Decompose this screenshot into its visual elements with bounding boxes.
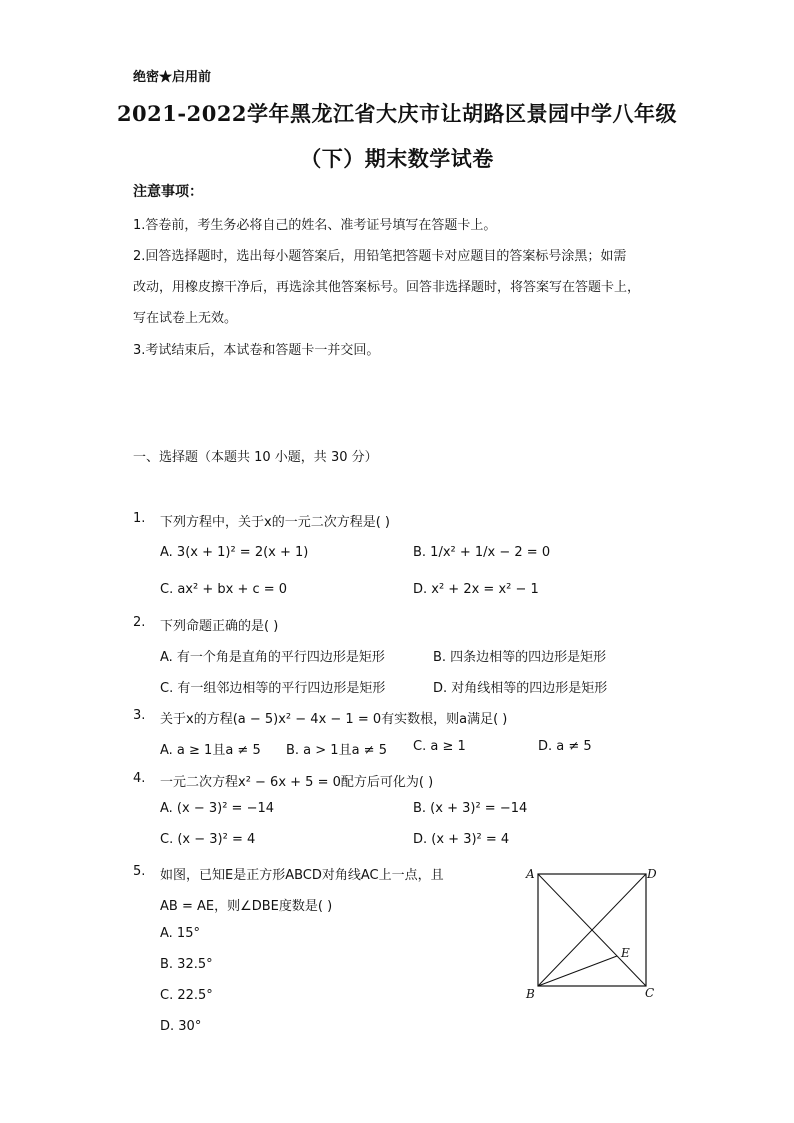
question-2-option-b: B. 四条边相等的四边形是矩形 — [433, 650, 607, 665]
question-number: 5. — [133, 864, 146, 879]
question-5-option-d: D. 30° — [160, 1019, 202, 1034]
notice-line-4: 写在试卷上无效。 — [133, 311, 238, 326]
notice-line-3: 改动，用橡皮擦干净后，再选涂其他答案标号。回答非选择题时，将答案写在答题卡上， — [133, 280, 641, 295]
question-2-option-d: D. 对角线相等的四边形是矩形 — [433, 681, 608, 696]
question-4-option-c: C. (x − 3)² = 4 — [160, 832, 256, 847]
question-5-text: 如图，已知E是正方形ABCD对角线AC上一点，且 — [160, 868, 444, 883]
question-3-option-a: A. a ≥ 1且a ≠ 5 — [160, 743, 261, 758]
question-1-option-a: A. 3(x + 1)² = 2(x + 1) — [160, 545, 309, 560]
question-2-option-a: A. 有一个角是直角的平行四边形是矩形 — [160, 650, 385, 665]
label-b: B — [526, 987, 535, 1001]
notice-line-5: 3.考试结束后，本试卷和答题卡一并交回。 — [133, 343, 380, 358]
question-4-option-a: A. (x − 3)² = −14 — [160, 801, 274, 816]
question-number: 2. — [133, 615, 146, 630]
question-number: 1. — [133, 511, 146, 526]
question-1-text: 下列方程中，关于x的一元二次方程是( ) — [160, 515, 390, 530]
question-4-option-d: D. (x + 3)² = 4 — [413, 832, 510, 847]
section-title: 一、选择题（本题共 10 小题，共 30 分） — [133, 450, 378, 465]
secret-label: 绝密★启用前 — [133, 70, 212, 85]
notice-heading: 注意事项： — [133, 184, 203, 200]
exam-title-line2: （下）期末数学试卷 — [300, 146, 494, 171]
question-4-option-b: B. (x + 3)² = −14 — [413, 801, 528, 816]
question-5-option-b: B. 32.5° — [160, 957, 213, 972]
question-3-option-d: D. a ≠ 5 — [538, 739, 592, 754]
question-5-text-cont: AB = AE，则∠DBE度数是( ) — [160, 899, 333, 914]
question-2-text: 下列命题正确的是( ) — [160, 619, 279, 634]
label-d: D — [647, 867, 657, 881]
label-c: C — [645, 986, 655, 1000]
question-5-option-a: A. 15° — [160, 926, 200, 941]
question-4-text: 一元二次方程x² − 6x + 5 = 0配方后可化为( ) — [160, 775, 434, 790]
notice-line-1: 1.答卷前，考生务必将自己的姓名、准考证号填写在答题卡上。 — [133, 218, 497, 233]
question-1-option-c: C. ax² + bx + c = 0 — [160, 582, 288, 597]
exam-title-line1: 2021-2022学年黑龙江省大庆市让胡路区景园中学八年级 — [116, 101, 678, 126]
question-3-option-c: C. a ≥ 1 — [413, 739, 466, 754]
question-3-option-b: B. a > 1且a ≠ 5 — [286, 743, 387, 758]
question-1-option-b: B. 1/x² + 1/x − 2 = 0 — [413, 545, 551, 560]
question-2-option-c: C. 有一组邻边相等的平行四边形是矩形 — [160, 681, 386, 696]
label-a: A — [526, 867, 535, 881]
question-number: 3. — [133, 708, 146, 723]
question-1-option-d: D. x² + 2x = x² − 1 — [413, 582, 539, 597]
label-e: E — [621, 946, 630, 960]
notice-line-2: 2.回答选择题时，选出每小题答案后，用铅笔把答题卡对应题目的答案标号涂黑；如需 — [133, 249, 627, 264]
question-5-option-c: C. 22.5° — [160, 988, 213, 1003]
square-figure — [520, 862, 660, 1007]
question-3-text: 关于x的方程(a − 5)x² − 4x − 1 = 0有实数根，则a满足( ) — [160, 712, 508, 727]
segment-be — [538, 956, 617, 986]
question-number: 4. — [133, 771, 146, 786]
